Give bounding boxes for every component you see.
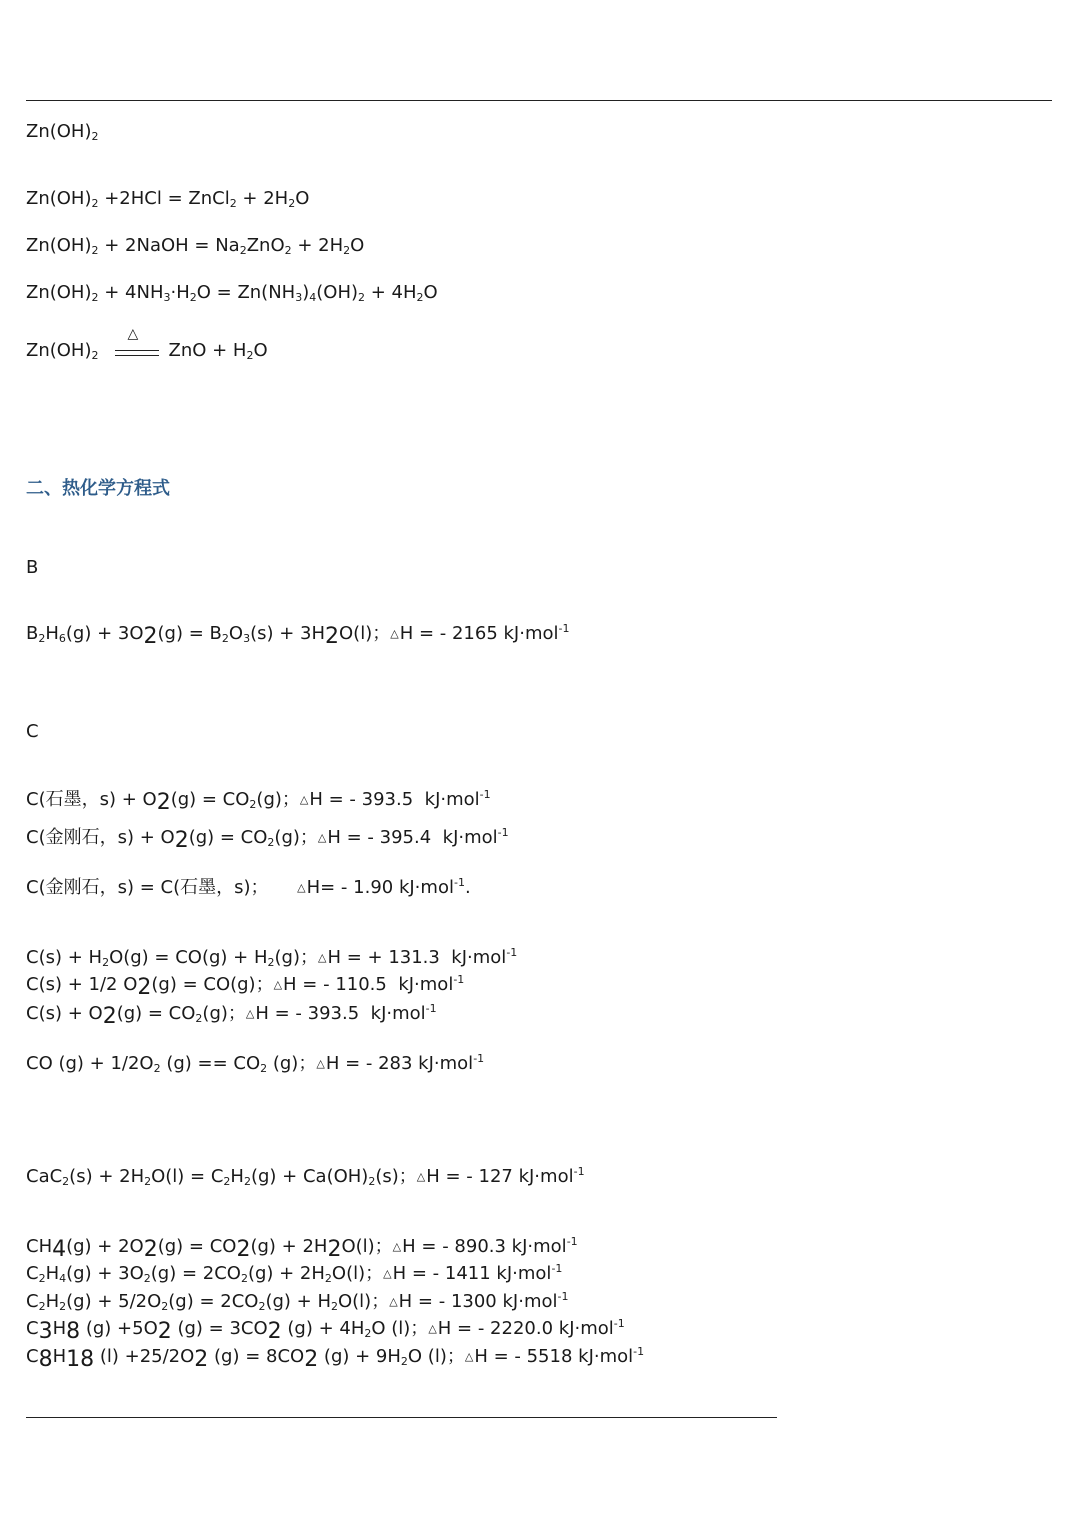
zn-equation-hcl: $Zn(OH)_2 +2HCl$ = ZnCl$_2$ + $2H_2O$ [26,188,310,210]
label-c: C [26,721,39,742]
equation-co-combustion: CO $(g) + 1/2O_2$ $(g) == CO_2$ (g)；△H = - 283 kJ·mol$^{-1}$ [26,1052,485,1075]
zn-equation-ammonia: $Zn(OH)_2 + 4NH_3\cdot H_2O = Zn(NH_3)_4(OH)_2 + 4H_2O$ [26,282,438,304]
label-b: B [26,557,39,578]
equation-octane: C8H18 (l) +25/2O2 (g) = 8CO2 $(g) + 9H_2O$ (l)；△H = - 5518 kJ·mol$^{-1}$ [26,1345,645,1372]
zn-equation-decomposition: $Zn(OH)_2$ △ ZnO + $H_2O$ [26,326,268,362]
bottom-rule [26,1417,777,1418]
equation-c-partial-combustion: C(s) + 1/2 O2(g) = CO(g)；△H = - 110.5 kJ·mol$^{-1}$ [26,973,465,1000]
heating-equals-icon: △ [115,339,159,363]
equation-c-combustion: $C(s) + O2(g) = CO_2(g)$；△H = - 393.5 kJ·mol$^{-1}$ [26,1002,437,1029]
zn-equation-naoh: $Zn(OH)_2$ + 2NaOH = $Na_2ZnO_2 + 2H_2O$ [26,235,365,257]
equation-ethylene: $C_2H_4(g) + 3O_2(g) = 2CO_2(g) + 2H_2O(l)$；△H = - 1411 kJ·mol$^{-1}$ [26,1262,563,1285]
equation-water-gas: $C(s) + H_2O(g) = CO(g) + H_2(g)$；△H = + 131.3 kJ·mol$^{-1}$ [26,946,518,969]
equation-b2h6: $B_2H_6(g) + 3O2(g) = B_2O_3(s) + 3H2O(l)$；△H = - 2165 kJ·mol$^{-1}$ [26,622,570,649]
equation-graphite: C(石墨，$s) + O2(g) = CO_2(g)$；△H = - 393.5 kJ·mol$^{-1}$ [26,788,491,815]
equation-acetylene: $C_2H_2(g) + 5/2O_2(g) = 2CO_2(g) + H_2O(l)$；△H = - 1300 kJ·mol$^{-1}$ [26,1290,569,1313]
zn-title: $Zn(OH)_2$ [26,121,99,143]
section-heading-thermochemical: 二、热化学方程式 [26,478,170,499]
equation-calcium-carbide: $CaC_2(s) + 2H_2O(l) = C_2H_2(g) + Ca(OH)_2(s)$；△H = - 127 kJ·mol$^{-1}$ [26,1165,585,1188]
equation-diamond-to-graphite: C(金刚石，s) = C(石墨，s)； △H= - 1.90 kJ·mol$^{-1}$. [26,876,471,898]
top-rule [26,100,1052,101]
equation-diamond: C(金刚石，$s) + O2(g) = CO_2(g)$；△H = - 395.4 kJ·mol$^{-1}$ [26,826,509,853]
equation-propane: C3H8 (g) +5O2 (g) = 3CO2 $(g) + 4H_2O$ (l)；△H = - 2220.0 kJ·mol$^{-1}$ [26,1317,625,1344]
equation-methane: CH4(g) + 2O2(g) = CO2(g) + 2H2O(l)；△H = - 890.3 kJ·mol$^{-1}$ [26,1235,578,1262]
